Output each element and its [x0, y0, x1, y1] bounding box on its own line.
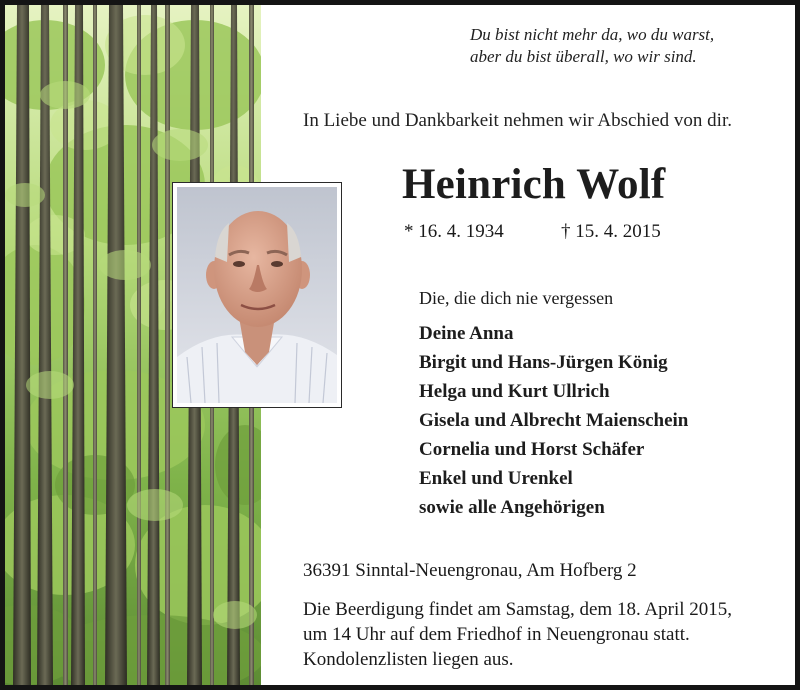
- mourner-item: Birgit und Hans-Jürgen König: [419, 352, 668, 373]
- portrait-frame: [172, 182, 342, 408]
- quote-line-1: Du bist nicht mehr da, wo du warst,: [470, 25, 715, 44]
- farewell-intro: In Liebe und Dankbarkeit nehmen wir Abschied von dir.: [303, 110, 732, 131]
- funeral-line-3: Kondolenzlisten liegen aus.: [303, 649, 514, 670]
- mourners-list: [419, 319, 688, 522]
- portrait-photo: [177, 187, 337, 403]
- mourner-item: Helga und Kurt Ullrich: [419, 381, 610, 402]
- mourner-item: Enkel und Urenkel: [419, 468, 573, 489]
- birth-date: * 16. 4. 1934: [404, 221, 504, 242]
- address: 36391 Sinntal-Neuengronau, Am Hofberg 2: [303, 560, 637, 581]
- death-date: † 15. 4. 2015: [561, 221, 661, 242]
- funeral-line-2: um 14 Uhr auf dem Friedhof in Neuengronau statt.: [303, 624, 690, 645]
- mourner-item: Deine Anna: [419, 323, 514, 344]
- mourners-intro: Die, die dich nie vergessen: [419, 288, 614, 308]
- quote: [470, 24, 790, 68]
- funeral-line-1: Die Beerdigung findet am Samstag, dem 18. April 2015,: [303, 599, 733, 620]
- funeral-info: [303, 597, 732, 672]
- mourner-item: Gisela und Albrecht Maienschein: [419, 410, 689, 431]
- mourner-item: Cornelia und Horst Schäfer: [419, 439, 645, 460]
- deceased-name: Heinrich Wolf: [402, 161, 666, 208]
- quote-line-2: aber du bist überall, wo wir sind.: [470, 47, 697, 66]
- mourner-item: sowie alle Angehörigen: [419, 497, 605, 518]
